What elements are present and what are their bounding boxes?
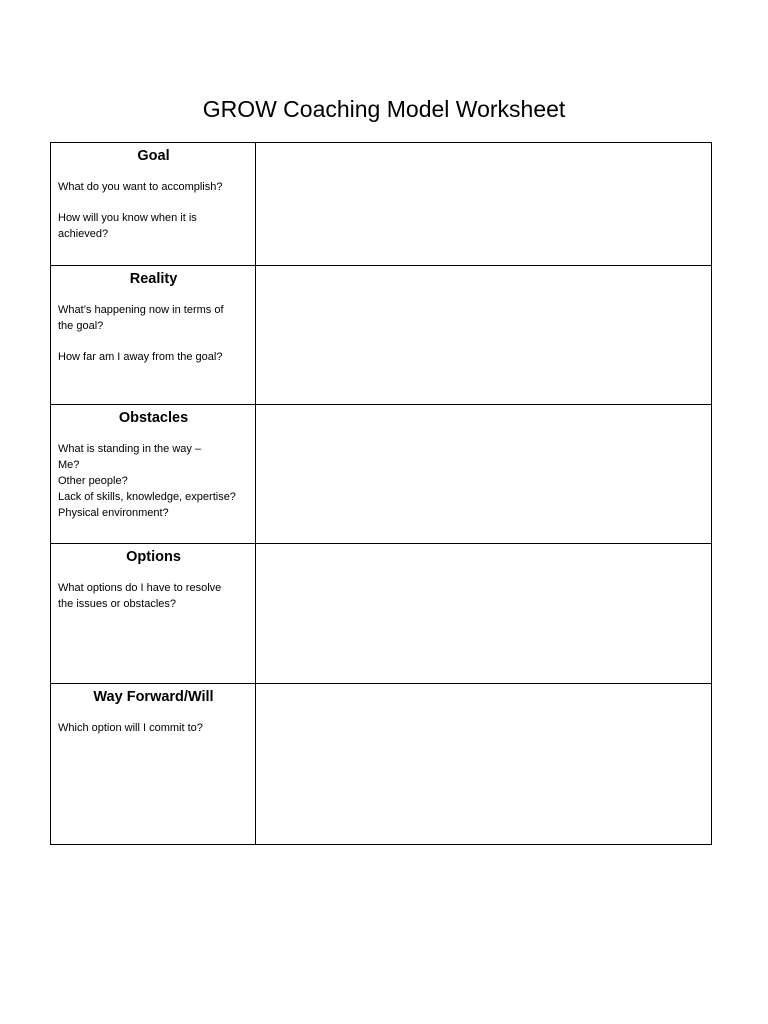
worksheet-title: GROW Coaching Model Worksheet — [202, 96, 566, 122]
question-line: the issues or obstacles? — [58, 598, 177, 610]
question-line: What do you want to accomplish? — [58, 181, 223, 193]
section-heading-goal: Goal — [137, 148, 170, 164]
answer-cell-goal[interactable] — [256, 143, 712, 266]
section-label-cell — [51, 684, 256, 845]
question-line: What’s happening now in terms of — [58, 304, 224, 316]
answer-cell-way-forward[interactable] — [256, 684, 712, 845]
question-line: What is standing in the way – — [58, 443, 202, 455]
question-line: Me? — [58, 459, 80, 471]
question-block — [58, 720, 249, 736]
question-line: What options do I have to resolve — [58, 582, 222, 594]
section-heading-reality: Reality — [129, 271, 178, 287]
section-label-cell — [51, 266, 256, 405]
answer-cell-reality[interactable] — [256, 266, 712, 405]
section-row-goal — [51, 143, 712, 266]
section-label-cell — [51, 143, 256, 266]
grow-worksheet-table — [50, 142, 712, 845]
section-row-options — [51, 544, 712, 684]
question-line: Lack of skills, knowledge, expertise? — [58, 491, 236, 503]
section-heading-way-forward: Way Forward/Will — [93, 689, 214, 705]
section-heading-options: Options — [126, 549, 181, 565]
question-line: How far am I away from the goal? — [58, 351, 223, 363]
section-heading-obstacles: Obstacles — [118, 410, 189, 426]
section-row-reality — [51, 266, 712, 405]
question-block — [58, 210, 249, 242]
answer-cell-obstacles[interactable] — [256, 405, 712, 544]
question-block — [58, 580, 249, 612]
answer-cell-options[interactable] — [256, 544, 712, 684]
question-line: How will you know when it is — [58, 212, 197, 224]
section-row-obstacles — [51, 405, 712, 544]
question-block — [58, 349, 249, 365]
question-line: Other people? — [58, 475, 128, 487]
question-line: achieved? — [58, 228, 109, 240]
section-row-way-forward — [51, 684, 712, 845]
question-line: the goal? — [58, 320, 104, 332]
section-label-cell — [51, 405, 256, 544]
section-label-cell — [51, 544, 256, 684]
question-line: Physical environment? — [58, 507, 169, 519]
question-line: Which option will I commit to? — [58, 722, 203, 734]
question-block — [58, 302, 249, 334]
question-block — [58, 179, 249, 195]
question-block — [58, 441, 249, 521]
